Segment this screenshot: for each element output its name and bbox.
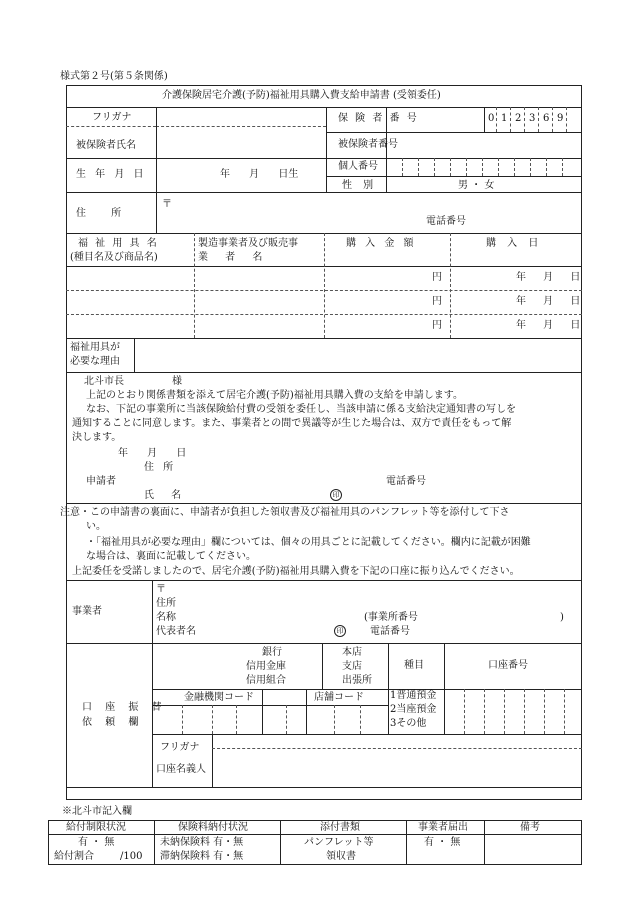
grid-line xyxy=(66,107,582,108)
account-kind-label: 種目 xyxy=(404,660,424,671)
grid-line xyxy=(48,834,582,835)
grid-line xyxy=(524,107,525,132)
grid-line xyxy=(538,107,539,132)
bank-transfer-label-1: 口 座 振 替 xyxy=(82,702,167,713)
business-label: 事業者 xyxy=(72,606,102,617)
insurer-digit: 6 xyxy=(543,113,550,124)
business-name-label: 名称 xyxy=(156,612,176,623)
grid-line xyxy=(66,338,582,339)
city-header-remarks: 備考 xyxy=(520,822,540,833)
grid-line xyxy=(552,107,553,132)
grid-line xyxy=(212,748,582,749)
grid-line xyxy=(484,820,485,865)
insurer-digit: 3 xyxy=(529,113,536,124)
grid-line xyxy=(324,233,325,338)
grid-line xyxy=(482,158,483,176)
grid-line xyxy=(484,689,485,734)
grid-line xyxy=(546,158,547,176)
benefit-ratio-label: 給付割合 xyxy=(54,851,94,862)
grid-line xyxy=(152,705,388,706)
grid-line xyxy=(464,689,465,734)
note-line-2: い。 xyxy=(86,521,106,532)
applicant-phone-label: 電話番号 xyxy=(386,476,426,487)
office-number-close: ) xyxy=(560,612,564,623)
business-address-label: 住所 xyxy=(156,598,176,609)
grid-line xyxy=(450,158,451,176)
maker-header: 製造事業者及び販売事 xyxy=(198,238,298,249)
grid-line xyxy=(66,158,582,159)
maker-subheader: 業 者 名 xyxy=(198,252,263,263)
grid-line xyxy=(514,158,515,176)
grid-line xyxy=(450,233,451,338)
grid-line xyxy=(134,338,135,372)
insurer-number-label: 保 険 者 番 号 xyxy=(338,113,419,124)
benefit-ratio-denominator: /100 xyxy=(120,851,143,862)
equipment-name-header: 福 祉 用 具 名 xyxy=(78,238,159,249)
note-line-3: ・「福祉用具が必要な理由」欄については、個々の用具ごとに記載してください。欄内に記載が困難 xyxy=(86,537,531,548)
attachment-pamphlet: パンフレット等 xyxy=(304,837,374,848)
grid-line xyxy=(484,107,485,132)
phone-label: 電話番号 xyxy=(426,216,466,227)
grid-line xyxy=(286,705,287,734)
applicant-name-label: 氏 名 xyxy=(144,490,182,501)
benefit-limit-value: 有 ・ 無 xyxy=(78,837,115,848)
account-holder-label: 口座名義人 xyxy=(156,764,206,775)
grid-line xyxy=(66,126,156,127)
grid-line xyxy=(326,107,327,192)
business-phone-label: 電話番号 xyxy=(370,626,410,637)
city-header-attachments: 添付書類 xyxy=(320,822,360,833)
account-option-2: 2当座預金 xyxy=(390,704,437,715)
declaration-line-1: 上記のとおり関係書類を添えて居宅介護(予防)福祉用具購入費の支給を申請します。 xyxy=(86,390,464,401)
applicant-seal-mark: 印 xyxy=(330,489,342,501)
insurer-digit: 0 xyxy=(488,113,495,124)
grid-line xyxy=(306,689,307,734)
sex-value: 男 ・ 女 xyxy=(458,180,495,191)
purchase-date: 年 月 日 xyxy=(516,320,581,331)
grid-line xyxy=(156,126,326,127)
grid-line xyxy=(182,705,183,734)
grid-line xyxy=(334,705,335,734)
grid-line xyxy=(530,158,531,176)
grid-line xyxy=(498,158,499,176)
grid-line xyxy=(562,158,563,176)
equipment-name-subheader: (種目名及び商品名) xyxy=(70,252,158,263)
overdue-premium-status: 滞納保険料 有・無 xyxy=(160,851,244,862)
institution-code-label: 金融機関コード xyxy=(184,692,254,703)
grid-line xyxy=(262,689,263,734)
insurer-digit: 1 xyxy=(501,113,508,124)
note-line-4: な場合は、裏面に記載してください。 xyxy=(86,551,256,562)
account-option-3: 3その他 xyxy=(390,718,427,729)
date-header: 購 入 日 xyxy=(486,238,543,249)
grid-line xyxy=(156,107,157,192)
reason-label-1: 福祉用具が xyxy=(70,342,120,353)
grid-line xyxy=(212,734,213,787)
declaration-line-4: 決します。 xyxy=(72,432,122,443)
grid-line xyxy=(406,820,407,865)
grid-line xyxy=(194,233,195,338)
addressee-sama: 様 xyxy=(172,376,182,387)
grid-line xyxy=(510,107,511,132)
address-label: 住 所 xyxy=(76,208,122,219)
grid-line xyxy=(360,705,361,734)
grid-line xyxy=(154,820,155,865)
branch-type-branch: 支店 xyxy=(342,661,362,672)
applicant-label: 申請者 xyxy=(86,476,116,487)
grid-line xyxy=(402,158,403,176)
yen-unit: 円 xyxy=(432,272,442,283)
applicant-address-label: 住 所 xyxy=(144,462,174,473)
grid-line xyxy=(212,705,213,734)
declaration-line-3: 通知することに同意します。また、事業者との間で異議等が生じた場合は、双方で責任をもって解 xyxy=(72,418,512,429)
grid-line xyxy=(326,132,582,133)
city-header-premium-status: 保険料納付状況 xyxy=(178,822,248,833)
grid-line xyxy=(524,689,525,734)
city-entry-title: ※北斗市記入欄 xyxy=(62,806,132,817)
insured-number-label: 被保険者番号 xyxy=(338,139,398,150)
declaration-line-2: なお、下記の事業所に当該保険給付費の受領を委任し、当該申請に係る支給決定通知書の写しを xyxy=(86,404,516,415)
grid-line xyxy=(152,580,153,787)
yen-unit: 円 xyxy=(432,296,442,307)
grid-line xyxy=(66,787,582,788)
dob-label: 生 年 月 日 xyxy=(76,169,147,180)
city-header-benefit-limit: 給付制限状況 xyxy=(66,822,126,833)
grid-line xyxy=(152,734,582,735)
unpaid-premium-status: 未納保険料 有・無 xyxy=(160,837,244,848)
bank-type-bank: 銀行 xyxy=(262,647,282,658)
grid-line xyxy=(322,643,323,689)
insurer-digit: 9 xyxy=(557,113,564,124)
bank-type-credit-bank: 信用金庫 xyxy=(246,661,286,672)
insured-name-label: 被保険者氏名 xyxy=(76,140,136,151)
business-postal-mark: 〒 xyxy=(156,584,166,595)
addressee: 北斗市長 xyxy=(84,376,124,387)
account-number-label: 口座番号 xyxy=(488,660,528,671)
bank-type-credit-union: 信用組合 xyxy=(246,675,286,686)
grid-line xyxy=(156,192,157,233)
yen-unit: 円 xyxy=(432,320,442,331)
business-seal-mark: 印 xyxy=(334,625,346,637)
consent-statement: 上記委任を受諾しましたので、居宅介護(予防)福祉用具購入費を下記の口座に振り込んでください。 xyxy=(72,566,520,577)
grid-line xyxy=(152,689,582,690)
grid-line xyxy=(66,372,582,373)
branch-code-label: 店舗コード xyxy=(314,692,364,703)
purchase-date: 年 月 日 xyxy=(516,272,581,283)
note-line-1: 注意・この申請書の裏面に、申請者が負担した領収書及び福祉用具のパンフレット等を添付して下さ xyxy=(60,507,510,518)
city-header-business-notice: 事業者届出 xyxy=(418,822,468,833)
attachment-receipt: 領収書 xyxy=(326,851,356,862)
insurer-digit: 2 xyxy=(515,113,522,124)
application-date: 年 月 日 xyxy=(118,448,187,459)
grid-line xyxy=(434,158,435,176)
personal-number-label: 個人番号 xyxy=(338,161,378,172)
purchase-date: 年 月 日 xyxy=(516,296,581,307)
grid-line xyxy=(418,158,419,176)
grid-line xyxy=(66,580,582,581)
form-number: 様式第２号(第５条関係) xyxy=(60,71,168,82)
grid-line xyxy=(280,820,281,865)
amount-header: 購 入 金 額 xyxy=(346,238,417,249)
reason-label-2: 必要な理由 xyxy=(70,356,120,367)
sex-label: 性 別 xyxy=(342,180,378,191)
grid-line xyxy=(326,176,582,177)
dob-value: 年 月 日生 xyxy=(220,169,299,180)
postal-mark: 〒 xyxy=(162,199,172,210)
grid-line xyxy=(564,689,565,734)
bank-transfer-label-2: 依 頼 欄 xyxy=(82,717,144,728)
grid-line xyxy=(496,107,497,132)
grid-line xyxy=(236,705,237,734)
grid-line xyxy=(466,158,467,176)
grid-line xyxy=(66,192,582,193)
grid-line xyxy=(566,107,567,132)
representative-label: 代表者名 xyxy=(156,626,196,637)
account-option-1: 1普通預金 xyxy=(390,690,437,701)
holder-furigana-label: フリガナ xyxy=(160,742,200,753)
grid-line xyxy=(504,689,505,734)
business-notice-value: 有 ・ 無 xyxy=(424,837,461,848)
branch-type-head: 本店 xyxy=(342,647,362,658)
form-title: 介護保険居宅介護(予防)福祉用具購入費支給申請書 (受領委任) xyxy=(162,90,441,101)
branch-type-sub: 出張所 xyxy=(342,675,372,686)
grid-line xyxy=(66,503,582,504)
furigana-label: フリガナ xyxy=(92,112,132,123)
office-number-label: (事業所番号 xyxy=(364,612,418,623)
grid-line xyxy=(66,643,582,644)
grid-line xyxy=(544,689,545,734)
